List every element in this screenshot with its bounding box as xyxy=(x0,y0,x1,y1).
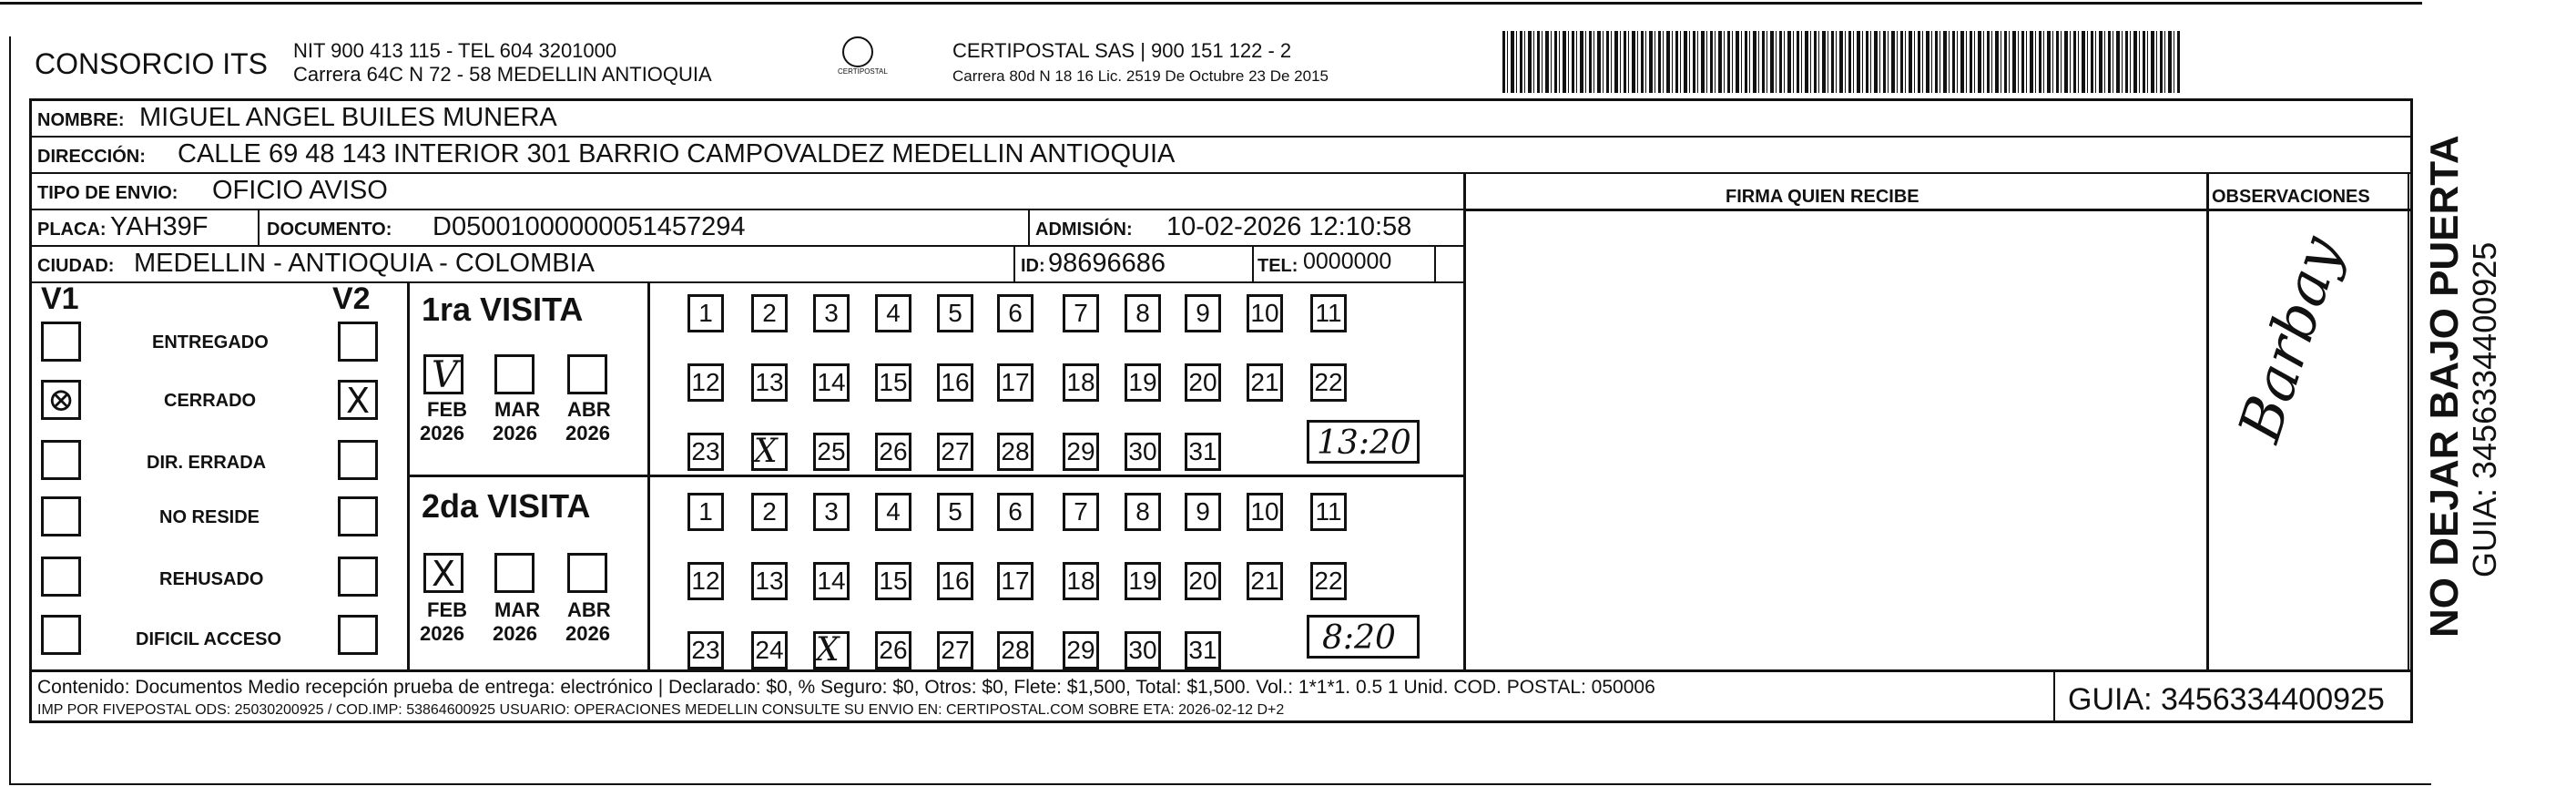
v2-cerrado-mark: X xyxy=(346,381,371,421)
delivery-form xyxy=(29,98,2413,723)
day-12-box[interactable]: 12 xyxy=(687,562,724,600)
scan-left-edge xyxy=(9,36,11,783)
nombre-value: MIGUEL ANGEL BUILES MUNERA xyxy=(139,103,557,132)
direccion-label: DIRECCIÓN: xyxy=(37,147,146,167)
ciudad-value: MEDELLIN - ANTIOQUIA - COLOMBIA xyxy=(134,249,595,278)
first-visit-month-mar: MAR xyxy=(494,398,541,421)
day-31-box[interactable]: 31 xyxy=(1185,631,1221,669)
scan-bottom-edge xyxy=(9,783,2431,785)
first-visit-feb-box[interactable] xyxy=(423,354,463,394)
courier-info: CERTIPOSTAL SAS | 900 151 122 - 2 xyxy=(952,39,1292,62)
day-21-box[interactable]: 21 xyxy=(1247,363,1283,402)
day-3-box[interactable]: 3 xyxy=(813,493,850,531)
day-8-box[interactable]: 8 xyxy=(1125,493,1161,531)
logo-text: CERTIPOSTAL xyxy=(838,67,888,76)
day-7-box[interactable]: 7 xyxy=(1063,294,1099,332)
placa-value: YAH39F xyxy=(110,212,209,241)
day-21-box[interactable]: 21 xyxy=(1247,562,1283,600)
admision-label: ADMISIÓN: xyxy=(1035,220,1133,240)
company-address: Carrera 64C N 72 - 58 MEDELLIN ANTIOQUIA xyxy=(293,63,712,86)
day-30-box[interactable]: 30 xyxy=(1125,433,1161,471)
tel-value: 0000000 xyxy=(1303,249,1392,274)
day-5-box[interactable]: 5 xyxy=(937,493,973,531)
second-visit-year-3: 2026 xyxy=(565,622,610,645)
day-14-box[interactable]: 14 xyxy=(813,562,850,600)
day-25-box[interactable]: 25 xyxy=(813,433,850,471)
day-27-box[interactable]: 27 xyxy=(937,631,973,669)
day-24-mark: X xyxy=(754,433,778,470)
day-18-box[interactable]: 18 xyxy=(1063,363,1099,402)
day-20-box[interactable]: 20 xyxy=(1185,363,1221,402)
day-11-box[interactable]: 11 xyxy=(1310,493,1347,531)
observaciones-label: OBSERVACIONES xyxy=(2212,187,2370,207)
first-visit-time-box[interactable] xyxy=(1307,420,1420,464)
day-26-box[interactable]: 26 xyxy=(875,433,911,471)
day-16-box[interactable]: 16 xyxy=(937,562,973,600)
first-visit-title: 1ra VISITA xyxy=(422,291,584,328)
v1-entregado-checkbox[interactable] xyxy=(41,322,81,362)
day-22-box[interactable]: 22 xyxy=(1310,363,1347,402)
day-30-box[interactable]: 30 xyxy=(1125,631,1161,669)
day-14-box[interactable]: 14 xyxy=(813,363,850,402)
company-nit: NIT 900 413 115 - TEL 604 3201000 xyxy=(293,39,617,62)
day-31-box[interactable]: 31 xyxy=(1185,433,1221,471)
day-3-box[interactable]: 3 xyxy=(813,294,850,332)
logo-icon xyxy=(842,36,873,67)
day-22-box[interactable]: 22 xyxy=(1310,562,1347,600)
day-15-box[interactable]: 15 xyxy=(875,363,911,402)
day-19-box[interactable]: 19 xyxy=(1125,562,1161,600)
documento-value: D05001000000051457294 xyxy=(433,212,746,241)
first-visit-time: 13:20 xyxy=(1317,424,1411,462)
day-1-box[interactable]: 1 xyxy=(687,294,724,332)
no-dejar-bajo-puerta: NO DEJAR BAJO PUERTA xyxy=(2422,135,2467,638)
day-25-mark: X xyxy=(816,631,840,669)
placa-label: PLACA: xyxy=(37,220,107,240)
day-6-box[interactable]: 6 xyxy=(997,294,1033,332)
first-visit-year-3: 2026 xyxy=(565,422,610,444)
second-visit-title: 2da VISITA xyxy=(422,487,591,525)
day-24-box[interactable]: 24 xyxy=(751,631,788,669)
day-7-box[interactable]: 7 xyxy=(1063,493,1099,531)
day-29-box[interactable]: 29 xyxy=(1063,433,1099,471)
second-visit-time: 8:20 xyxy=(1322,619,1396,657)
barcode xyxy=(1502,31,2181,93)
second-visit-year-2: 2026 xyxy=(493,622,537,645)
v1-cerrado-checkbox[interactable] xyxy=(41,380,81,420)
day-2-box[interactable]: 2 xyxy=(751,493,788,531)
day-25-box[interactable] xyxy=(813,631,850,669)
day-23-box[interactable]: 23 xyxy=(687,433,724,471)
day-28-box[interactable]: 28 xyxy=(997,433,1033,471)
first-visit-abr-box[interactable] xyxy=(567,354,607,394)
day-11-box[interactable]: 11 xyxy=(1310,294,1347,332)
courier-logo xyxy=(838,36,888,87)
v1-dir-errada-checkbox[interactable] xyxy=(41,440,81,480)
v2-heading: V2 xyxy=(332,281,371,316)
firma-label: FIRMA QUIEN RECIBE xyxy=(1726,187,1919,207)
day-4-box[interactable]: 4 xyxy=(875,294,911,332)
v1-heading: V1 xyxy=(41,281,79,316)
second-visit-month-abr: ABR xyxy=(567,598,611,621)
day-5-box[interactable]: 5 xyxy=(937,294,973,332)
id-label: ID: xyxy=(1021,256,1045,276)
first-visit-year-2: 2026 xyxy=(493,422,537,444)
status-cerrado: CERRADO xyxy=(164,391,257,411)
tel-label: TEL: xyxy=(1257,256,1298,276)
v2-cerrado-checkbox[interactable] xyxy=(338,380,378,420)
v2-rehusado-checkbox[interactable] xyxy=(338,557,378,597)
tipo-envio-value: OFICIO AVISO xyxy=(212,176,388,205)
recipient-signature: Barbay xyxy=(2226,229,2356,450)
day-17-box[interactable]: 17 xyxy=(997,363,1033,402)
nombre-label: NOMBRE: xyxy=(37,110,125,130)
second-visit-month-feb: FEB xyxy=(427,598,467,621)
footer-guia: GUIA: 3456334400925 xyxy=(2068,682,2385,717)
admision-value: 10-02-2026 12:10:58 xyxy=(1166,212,1412,241)
footer-print-line: IMP POR FIVEPOSTAL ODS: 25030200925 / COD.IMP: 53864600925 USUARIO: OPERACIONES MEDELLIN CONSULTE SU ENVIO EN: CERTIPOSTAL.COM SOBRE ETA: 2026-02-12 D+2 xyxy=(37,702,1285,718)
v1-cerrado-mark: ⊗ xyxy=(47,382,76,419)
day-19-box[interactable]: 19 xyxy=(1125,363,1161,402)
day-13-box[interactable]: 13 xyxy=(751,363,788,402)
day-13-box[interactable]: 13 xyxy=(751,562,788,600)
day-17-box[interactable]: 17 xyxy=(997,562,1033,600)
top-border-line xyxy=(0,2,2422,5)
side-guia: GUIA: 3456334400925 xyxy=(2466,241,2503,577)
v2-entregado-checkbox[interactable] xyxy=(338,322,378,362)
first-visit-month-abr: ABR xyxy=(567,398,611,421)
second-visit-year-1: 2026 xyxy=(420,622,464,645)
day-4-box[interactable]: 4 xyxy=(875,493,911,531)
second-visit-mar-box[interactable] xyxy=(494,553,535,593)
documento-label: DOCUMENTO: xyxy=(267,220,392,240)
footer-content-line: Contenido: Documentos Medio recepción prueba de entrega: electrónico | Declarado: $0, % Seguro: $0, Otros: $0, Flete: $1,500, Total: $1,500. Vol.: 1*1*1. 0.5 1 Unid. COD. POSTAL: 050006 xyxy=(37,677,1655,698)
status-dificil-acceso: DIFICIL ACCESO xyxy=(136,629,282,649)
second-visit-feb-box[interactable] xyxy=(423,553,463,593)
day-1-box[interactable]: 1 xyxy=(687,493,724,531)
v2-dir-errada-checkbox[interactable] xyxy=(338,440,378,480)
first-visit-month-feb: FEB xyxy=(427,398,467,421)
second-visit-month-mar: MAR xyxy=(494,598,541,621)
day-8-box[interactable]: 8 xyxy=(1125,294,1161,332)
v1-dificil-acceso-checkbox[interactable] xyxy=(41,615,81,655)
ciudad-label: CIUDAD: xyxy=(37,256,115,276)
v2-dificil-acceso-checkbox[interactable] xyxy=(338,615,378,655)
status-dir-errada: DIR. ERRADA xyxy=(147,453,267,473)
status-rehusado: REHUSADO xyxy=(159,569,264,589)
tipo-envio-label: TIPO DE ENVIO: xyxy=(37,183,178,203)
status-no-reside: NO RESIDE xyxy=(159,507,260,527)
second-visit-feb-mark: X xyxy=(432,554,456,594)
second-visit-abr-box[interactable] xyxy=(567,553,607,593)
v1-no-reside-checkbox[interactable] xyxy=(41,496,81,536)
courier-license: Carrera 80d N 18 16 Lic. 2519 De Octubre 23 De 2015 xyxy=(952,67,1329,85)
day-29-box[interactable]: 29 xyxy=(1063,631,1099,669)
day-28-box[interactable]: 28 xyxy=(997,631,1033,669)
day-23-box[interactable]: 23 xyxy=(687,631,724,669)
company-name: CONSORCIO ITS xyxy=(35,47,269,80)
day-27-box[interactable]: 27 xyxy=(937,433,973,471)
day-15-box[interactable]: 15 xyxy=(875,562,911,600)
direccion-value: CALLE 69 48 143 INTERIOR 301 BARRIO CAMPOVALDEZ MEDELLIN ANTIOQUIA xyxy=(178,139,1176,169)
first-visit-mar-box[interactable] xyxy=(494,354,535,394)
first-visit-feb-mark: V xyxy=(432,354,458,396)
day-18-box[interactable]: 18 xyxy=(1063,562,1099,600)
day-2-box[interactable]: 2 xyxy=(751,294,788,332)
day-24-box[interactable] xyxy=(751,433,788,471)
id-value: 98696686 xyxy=(1048,249,1166,278)
day-10-box[interactable]: 10 xyxy=(1247,493,1283,531)
v2-no-reside-checkbox[interactable] xyxy=(338,496,378,536)
day-10-box[interactable]: 10 xyxy=(1247,294,1283,332)
first-visit-year-1: 2026 xyxy=(420,422,464,444)
second-visit-time-box[interactable] xyxy=(1307,615,1420,659)
day-12-box[interactable]: 12 xyxy=(687,363,724,402)
day-20-box[interactable]: 20 xyxy=(1185,562,1221,600)
day-9-box[interactable]: 9 xyxy=(1185,294,1221,332)
day-26-box[interactable]: 26 xyxy=(875,631,911,669)
v1-rehusado-checkbox[interactable] xyxy=(41,557,81,597)
day-16-box[interactable]: 16 xyxy=(937,363,973,402)
day-6-box[interactable]: 6 xyxy=(997,493,1033,531)
day-9-box[interactable]: 9 xyxy=(1185,493,1221,531)
status-entregado: ENTREGADO xyxy=(152,332,269,352)
